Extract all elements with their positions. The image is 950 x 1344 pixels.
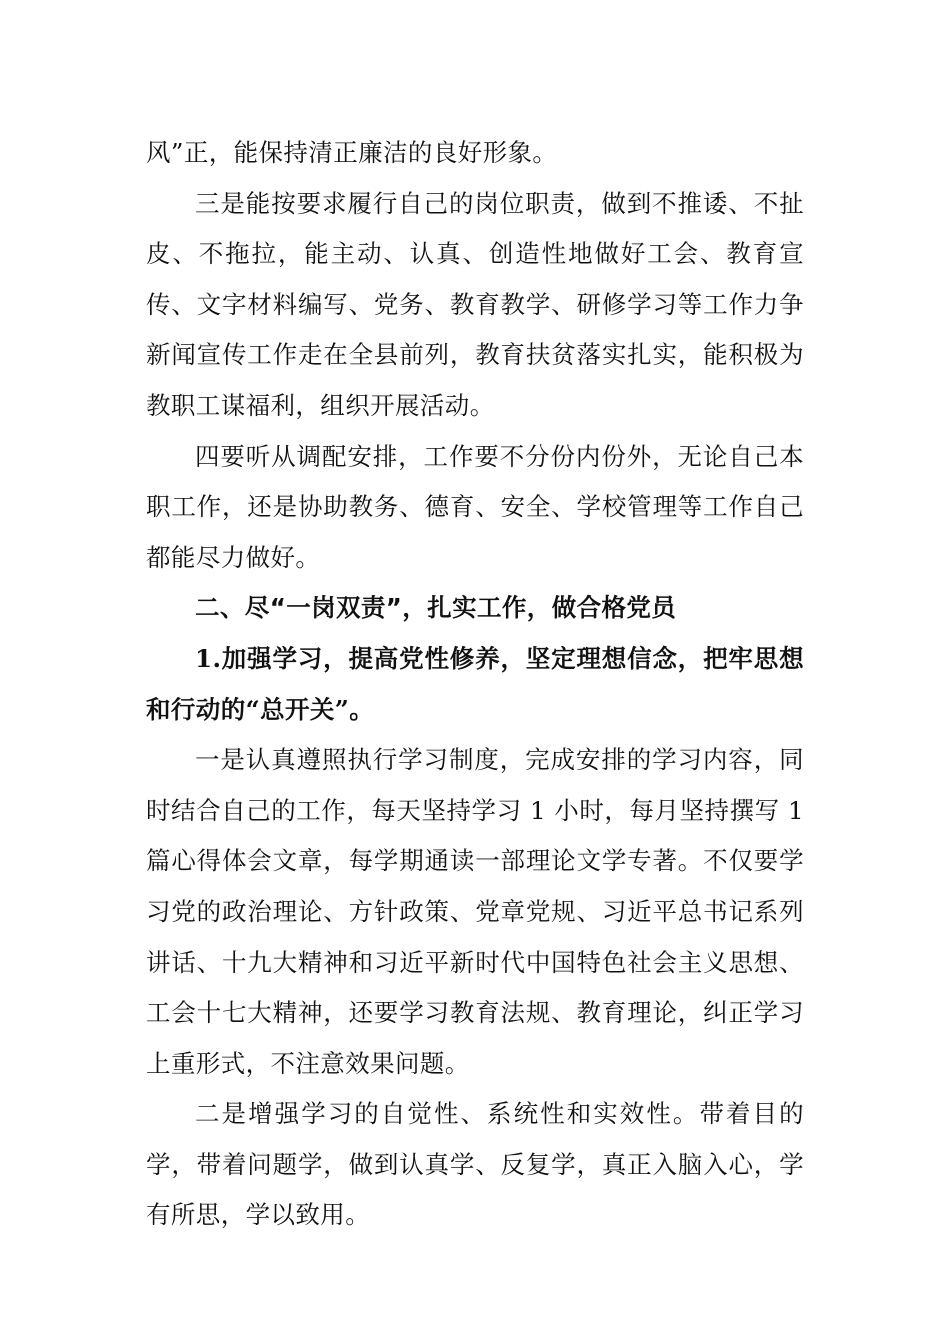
paragraph-duty-three: 三是能按要求履行自己的岗位职责，做到不推诿、不扯皮、不拖拉，能主动、认真、创造性地做好工会、教育宣传、文字材料编写、党务、教育教学、研修学习等工作力争新闻宣传工作走在全县前列，教育扶贫落实扎实，能积极为教职工谋福利，组织开展活动。 xyxy=(146,188,804,420)
paragraph-study-two: 二是增强学习的自觉性、系统性和实效性。带着目的学，带着问题学，做到认真学、反复学，真正入脑入心，学有所思，学以致用。 xyxy=(146,1099,804,1230)
document-body xyxy=(146,128,804,1241)
section-heading-two: 二、尽“一岗双责”，扎实工作，做合格党员 xyxy=(195,593,677,623)
paragraph-duty-four: 四要听从调配安排，工作要不分份内份外，无论自己本职工作，还是协助教务、德育、安全、学校管理等工作自己都能尽力做好。 xyxy=(146,441,804,572)
subsection-heading-one: 1.加强学习，提高党性修养，坚定理想信念，把牢思想和行动的“总开关”。 xyxy=(146,643,804,724)
paragraph-continuation: 风”正，能保持清正廉洁的良好形象。 xyxy=(146,138,558,167)
paragraph-study-one: 一是认真遵照执行学习制度，完成安排的学习内容，同时结合自己的工作，每天坚持学习 1 小时，每月坚持撰写 1 篇心得体会文章，每学期通读一部理论文学专著。不仅要学习党的政治理论、方针政策、党章党规、习近平总书记系列讲话、十九大精神和习近平新时代中国特色社会主义思想、工会十七大精神，还要学习教育法规、教育理论，纠正学习上重形式，不注意效果问题。 xyxy=(146,745,804,1078)
